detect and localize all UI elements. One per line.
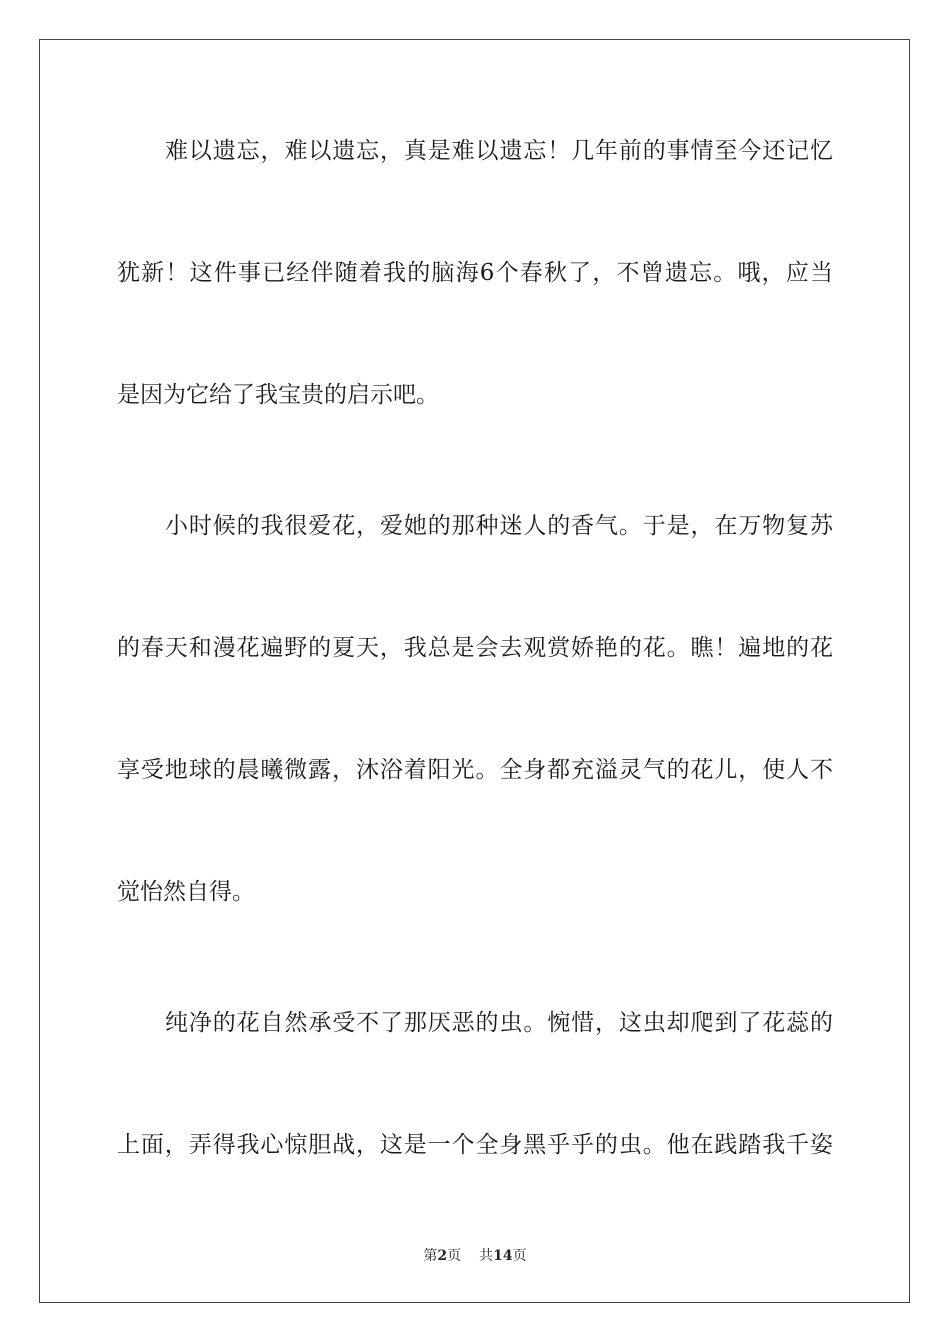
paragraph-1-line-1: 难以遗忘，难以遗忘，真是难以遗忘！几年前的事情至今还记忆 xyxy=(165,138,833,164)
page-total-count: 14 xyxy=(493,1248,513,1264)
page-total-suffix: 页 xyxy=(512,1248,527,1264)
page-number-suffix: 页 xyxy=(447,1248,462,1264)
page-border xyxy=(39,39,910,1303)
paragraph-2-line-3: 享受地球的晨曦微露，沐浴着阳光。全身都充溢灵气的花儿，使人不 xyxy=(117,757,833,783)
paragraph-2-line-4: 觉怡然自得。 xyxy=(117,879,255,905)
paragraph-2-line-1: 小时候的我很爱花，爱她的那种迷人的香气。于是，在万物复苏 xyxy=(165,513,833,539)
page-total-prefix: 共 xyxy=(479,1248,494,1264)
paragraph-1-line-3: 是因为它给了我宝贵的启示吧。 xyxy=(117,382,439,408)
paragraph-1-line-2: 犹新！这件事已经伴随着我的脑海6个春秋了，不曾遗忘。哦，应当 xyxy=(117,260,833,286)
page-number-current: 2 xyxy=(437,1248,448,1264)
paragraph-3-line-1: 纯净的花自然承受不了那厌恶的虫。惋惜，这虫却爬到了花蕊的 xyxy=(165,1010,833,1036)
paragraph-2-line-2: 的春天和漫花遍野的夏天，我总是会去观赏娇艳的花。瞧！遍地的花 xyxy=(117,635,833,661)
page-number-prefix: 第 xyxy=(423,1248,438,1264)
page-footer xyxy=(0,1247,950,1265)
paragraph-3-line-2: 上面，弄得我心惊胆战，这是一个全身黑乎乎的虫。他在践踏我千姿 xyxy=(117,1132,833,1158)
